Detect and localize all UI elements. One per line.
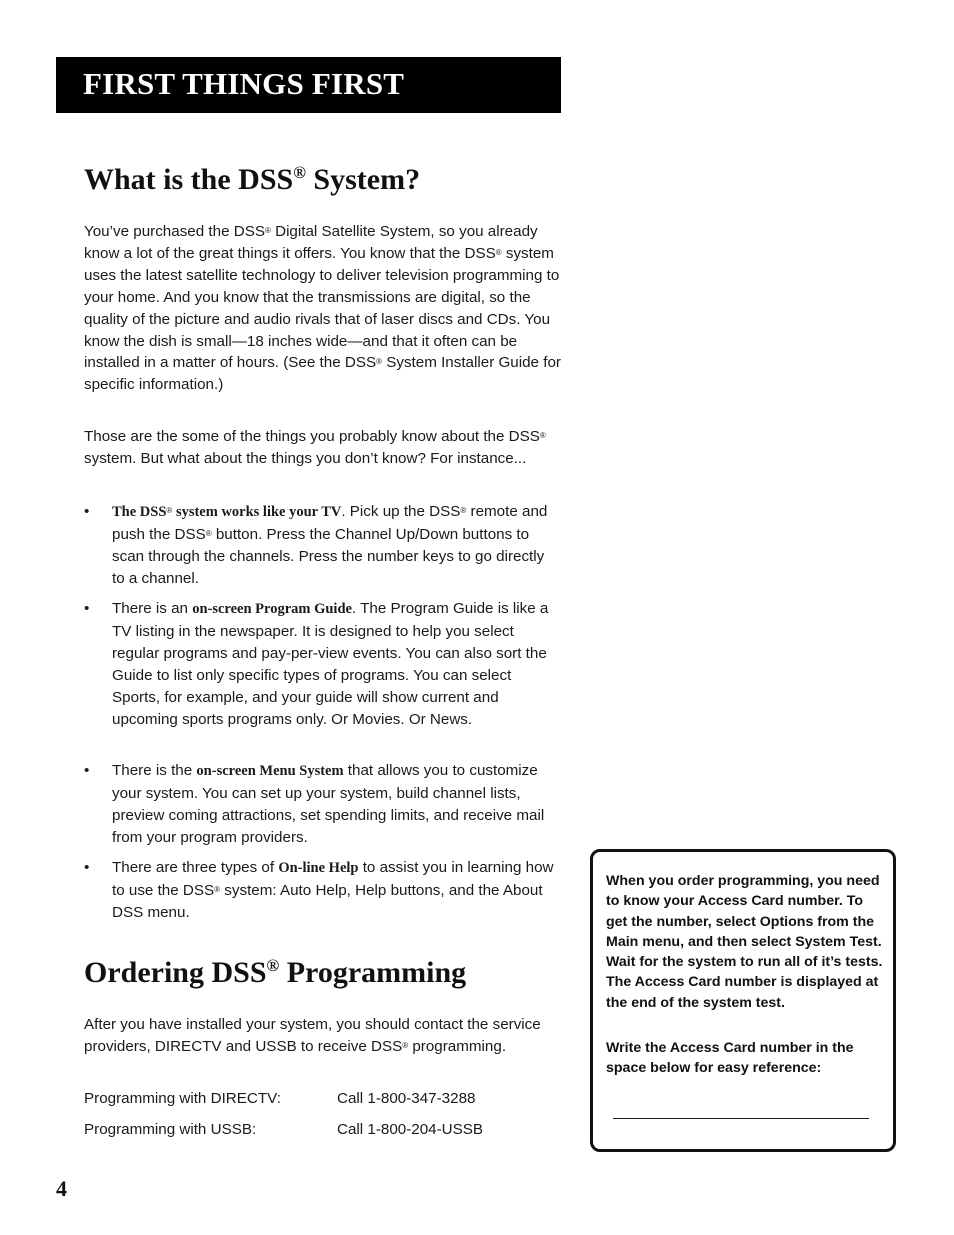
registered-mark: ® [264, 226, 271, 235]
provider-row-ussb [84, 1121, 484, 1138]
text: system uses the latest satellite technology to deliver television programming to your home. And you know that the transmissions are digital, so the quality of the picture and audio rivals that of laser discs and CDs. You know the dish is small—18 inches wide—and that it often can be installed in a matter of hours. (See the DSS [84, 244, 560, 372]
bullet-item-menu-system [84, 760, 554, 849]
banner-title: FIRST THINGS FIRST [83, 66, 405, 101]
text: system. But what about the things you don’t know? For instance... [84, 449, 527, 467]
text: There is the [112, 762, 197, 779]
access-card-callout [590, 849, 896, 1152]
text: . Pick up the DSS [341, 503, 461, 520]
registered-mark: ® [166, 506, 173, 515]
ordering-paragraph [84, 1014, 554, 1058]
text: There is an [112, 600, 193, 617]
text: Digital Satellite System, so you already know a lot of the great things it offers. You know that the DSS [84, 223, 538, 262]
bullet-icon: • [84, 859, 90, 876]
registered-mark: ® [214, 884, 221, 894]
text: to assist you in learning how to use the DSS [112, 859, 554, 899]
heading-text: Programming [279, 956, 467, 989]
provider-row-directv [84, 1090, 476, 1107]
bullet-item-online-help [84, 857, 554, 924]
registered-mark: ® [205, 528, 212, 538]
emphasis-text: on-screen Program Guide [192, 601, 352, 617]
text: remote and push the DSS [112, 503, 548, 543]
registered-mark: ® [266, 956, 280, 975]
bullet-icon: • [84, 503, 90, 520]
provider-label: Programming with USSB: [84, 1121, 257, 1138]
page-number: 4 [56, 1176, 67, 1201]
emphasis-text: on-screen Menu System [196, 763, 344, 779]
text: button. Press the Channel Up/Down buttons to scan through the channels. Press the number keys to go directly to a channel. [112, 525, 545, 587]
provider-phone: Call 1-800-204-USSB [337, 1121, 484, 1138]
callout-instructions: When you order programming, you need to know your Access Card number. To get the number, select Options from the Main menu, and then select System Test. Wait for the system to run all of it’s tests. The Access Card number is displayed at the end of the system test. [606, 873, 883, 1011]
provider-label: Programming with DIRECTV: [84, 1090, 281, 1107]
emphasis-text: system works like your TV [172, 504, 342, 520]
bullet-icon: • [84, 600, 90, 617]
heading-ordering-programming [84, 956, 466, 990]
registered-mark: ® [293, 163, 306, 182]
emphasis-text: The DSS [112, 504, 167, 520]
text: that allows you to customize your system. You can set up your system, build channel lists, preview coming attractions, set spending limits, and receive mail from your program providers. [112, 762, 545, 846]
provider-phone: Call 1-800-347-3288 [337, 1090, 476, 1107]
text: You’ve purchased the DSS [84, 223, 265, 240]
registered-mark: ® [495, 247, 502, 257]
text: system: Auto Help, Help buttons, and the About DSS menu. [112, 881, 543, 921]
text: After you have installed your system, you should contact the service providers, DIRECTV and USSB to receive DSS [84, 1016, 541, 1055]
heading-text: What is the DSS [84, 163, 294, 196]
text: System Installer Guide for specific information.) [84, 354, 561, 394]
text: Those are the some of the things you probably know about the DSS [84, 428, 540, 445]
second-paragraph [84, 426, 568, 470]
heading-text: Ordering DSS [84, 956, 267, 989]
bullet-item-works-like-tv [84, 501, 554, 590]
text: There are three types of [112, 859, 279, 876]
heading-text: System? [305, 163, 421, 196]
registered-mark: ® [539, 431, 546, 440]
emphasis-text: On-line Help [278, 860, 359, 876]
callout-write-note: Write the Access Card number in the space below for easy reference: [606, 1040, 854, 1077]
intro-paragraph [84, 221, 568, 396]
section-banner [56, 57, 561, 113]
registered-mark: ® [402, 1040, 409, 1050]
text: . The Program Guide is like a TV listing in the newspaper. It is designed to help you select regular programs and pay-per-view events. You can also sort the Guide to list only specific types of programs. You can select Sports, for example, and your guide will show current and upcoming sports programs only. Or Movies. Or News. [112, 600, 549, 728]
heading-what-is-dss [84, 163, 420, 197]
bullet-item-program-guide [84, 598, 554, 730]
registered-mark: ® [376, 357, 382, 367]
registered-mark: ® [460, 506, 467, 515]
text: programming. [408, 1037, 507, 1055]
access-card-write-line [613, 1118, 869, 1119]
bullet-icon: • [84, 762, 90, 779]
